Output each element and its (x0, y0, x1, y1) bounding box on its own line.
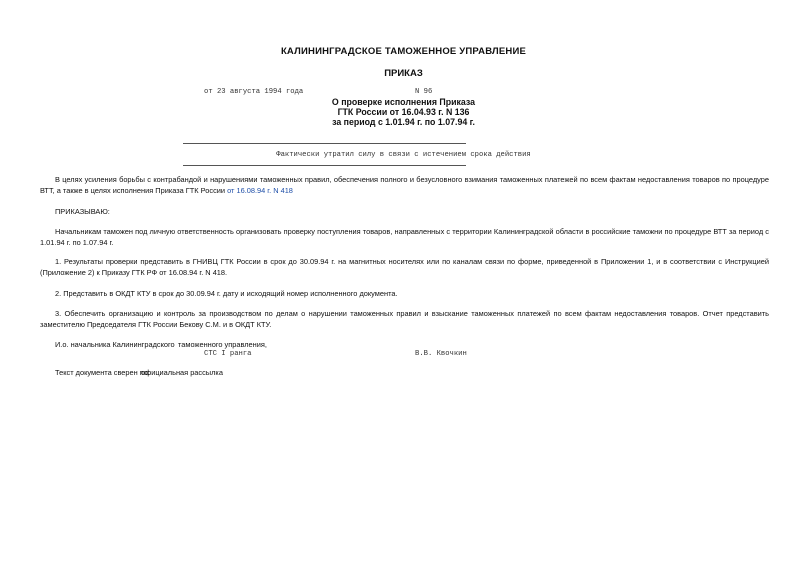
signatory-position-cont: таможенного управления, (178, 340, 267, 349)
status-rule-top (183, 143, 466, 144)
document-date: от 23 августа 1994 года (204, 88, 304, 96)
document-number: N 96 (415, 88, 433, 96)
body-paragraph-item-2: 2. Представить в ОКДТ КТУ в срок до 30.09.94 г. дату и исходящий номер исполненного документа. (55, 289, 398, 298)
document-title-line-3: за период с 1.01.94 г. по 1.07.94 г. (332, 117, 475, 127)
verification-label: Текст документа сверен по: (55, 368, 150, 377)
verification-value: официальная рассылка (141, 368, 223, 377)
signatory-position: И.о. начальника Калининградского (55, 340, 175, 349)
signatory-rank: СТС I ранга (204, 350, 252, 358)
body-paragraph-order: ПРИКАЗЫВАЮ: (55, 207, 110, 216)
order-418-link[interactable]: от 16.08.94 г. N 418 (227, 186, 293, 195)
organization-heading: КАЛИНИНГРАДСКОЕ ТАМОЖЕННОЕ УПРАВЛЕНИЕ (280, 46, 527, 57)
status-note: Фактически утратил силу в связи с истечением срока действия (276, 151, 531, 159)
body-paragraph-item-3: 3. Обеспечить организацию и контроль за производством по делам о нарушении таможенных правил и взыскание таможенных платежей по всем фактам недоставления товаров. Отчет представить заместителю Председателя ГТК России Бекову С.М. и в ОКДТ КТУ. (40, 309, 769, 329)
body-paragraph-instruction: Начальникам таможен под личную ответственность организовать проверку поступления товаров, направленных с территории Калининградской области в российские таможни по процедуре ВТТ за период с 1.01.94 г. по 1.07.94 г. (40, 227, 769, 247)
status-rule-bottom (183, 165, 466, 166)
document-title-line-1: О проверке исполнения Приказа (331, 97, 476, 107)
document-type: ПРИКАЗ (384, 68, 423, 79)
body-paragraph-item-1: 1. Результаты проверки представить в ГНИВЦ ГТК России в срок до 30.09.94 г. на магнитных носителях или по каналам связи по форме, приведенной в Приложении 1, и в соответствии с Инструкцией (Приложение 2) к Приказу ГТК РФ от 16.08.94 г. N 418. (40, 257, 769, 277)
intro-text: В целях усиления борьбы с контрабандой и нарушениями таможенных правил, обеспечения полного и безусловного взимания таможенных платежей по всем фактам недоставления товаров по процедуре ВТТ, а также в целях исполнения Приказа ГТК России (40, 175, 769, 195)
signatory-name: В.В. Квочкин (415, 350, 467, 358)
document-title-line-2: ГТК России от 16.04.93 г. N 136 (337, 107, 470, 117)
body-paragraph-intro (40, 174, 769, 196)
